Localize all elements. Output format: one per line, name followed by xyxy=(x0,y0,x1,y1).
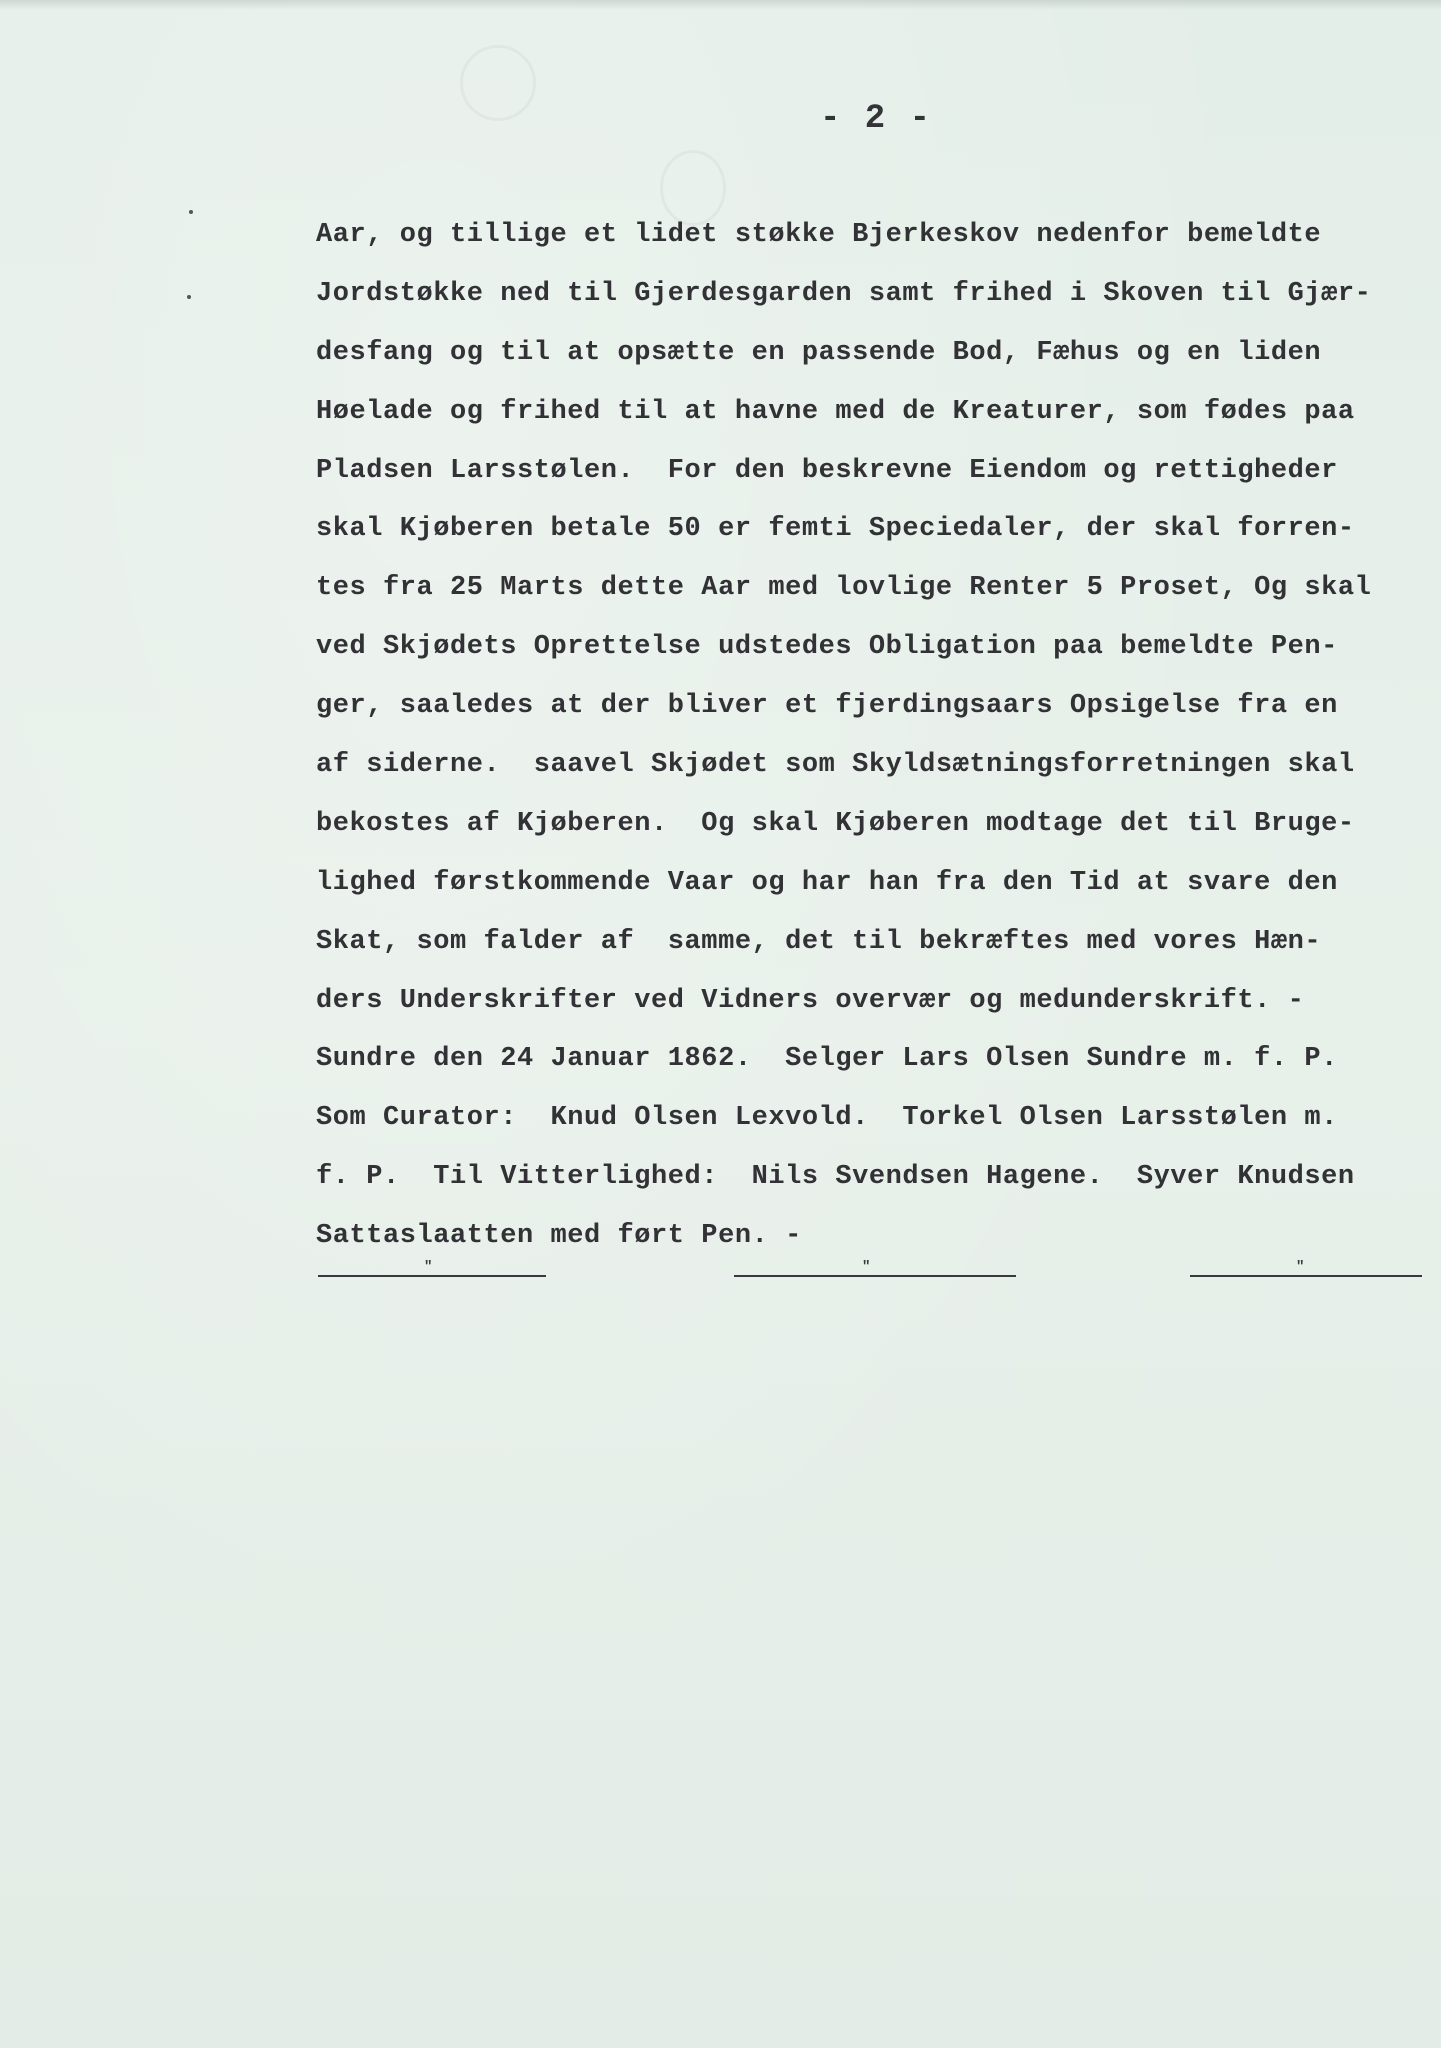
separator-ditto-3: " xyxy=(1296,1259,1305,1275)
text-line: Aar, og tillige et lidet støkke Bjerkeskov nedenfor bemeldte xyxy=(316,220,1322,250)
separator-ditto-2: " xyxy=(862,1259,871,1275)
separator-rule-2 xyxy=(734,1275,1016,1277)
text-line: Skat, som falder af samme, det til bekræftes med vores Hæn- xyxy=(316,926,1322,957)
text-line: bekostes af Kjøberen. Og skal Kjøberen modtage det til Bruge- xyxy=(316,808,1355,839)
text-line: Jordstøkke ned til Gjerdesgarden samt frihed i Skoven til Gjær- xyxy=(316,278,1372,309)
text-line: ders Underskrifter ved Vidners overvær og medunderskrift. - xyxy=(316,985,1305,1016)
text-line: Sattaslaatten med ført Pen. - xyxy=(316,1221,802,1252)
text-line: Som Curator: Knud Olsen Lexvold. Torkel Olsen Larsstølen m. xyxy=(316,1103,1338,1134)
text-line: f. P. Til Vitterlighed: Nils Svendsen Hagene. Syver Knudsen xyxy=(316,1162,1355,1193)
margin-mark-1 xyxy=(189,210,193,214)
bleed-through-stamp xyxy=(460,45,536,121)
text-line: skal Kjøberen betale 50 er femti Speciedaler, der skal forren- xyxy=(316,514,1355,545)
text-line: desfang og til at opsætte en passende Bod, Fæhus og en liden xyxy=(316,337,1322,368)
text-line: Pladsen Larsstølen. For den beskrevne Eiendom og rettigheder xyxy=(316,455,1338,486)
separator-rule-1 xyxy=(318,1275,546,1277)
text-line: tes fra 25 Marts dette Aar med lovlige Renter 5 Proset, Og skal xyxy=(316,573,1372,604)
separator-rule-3 xyxy=(1190,1275,1422,1277)
page-number: - 2 - xyxy=(820,100,933,138)
separator-ditto-1: " xyxy=(424,1259,433,1275)
margin-mark-2 xyxy=(187,295,191,299)
text-line: ger, saaledes at der bliver et fjerdingsaars Opsigelse fra en xyxy=(316,691,1338,722)
text-line: ved Skjødets Oprettelse udstedes Obligation paa bemeldte Pen- xyxy=(316,632,1338,663)
text-line: Sundre den 24 Januar 1862. Selger Lars Olsen Sundre m. f. P. xyxy=(316,1044,1338,1075)
page-top-edge xyxy=(0,0,1441,10)
text-line: Høelade og frihed til at havne med de Kreaturer, som fødes paa xyxy=(316,396,1355,427)
typed-text-body xyxy=(316,206,1426,1266)
text-line: lighed førstkommende Vaar og har han fra den Tid at svare den xyxy=(316,867,1338,898)
text-line: af siderne. saavel Skjødet som Skyldsætningsforretningen skal xyxy=(316,750,1355,781)
